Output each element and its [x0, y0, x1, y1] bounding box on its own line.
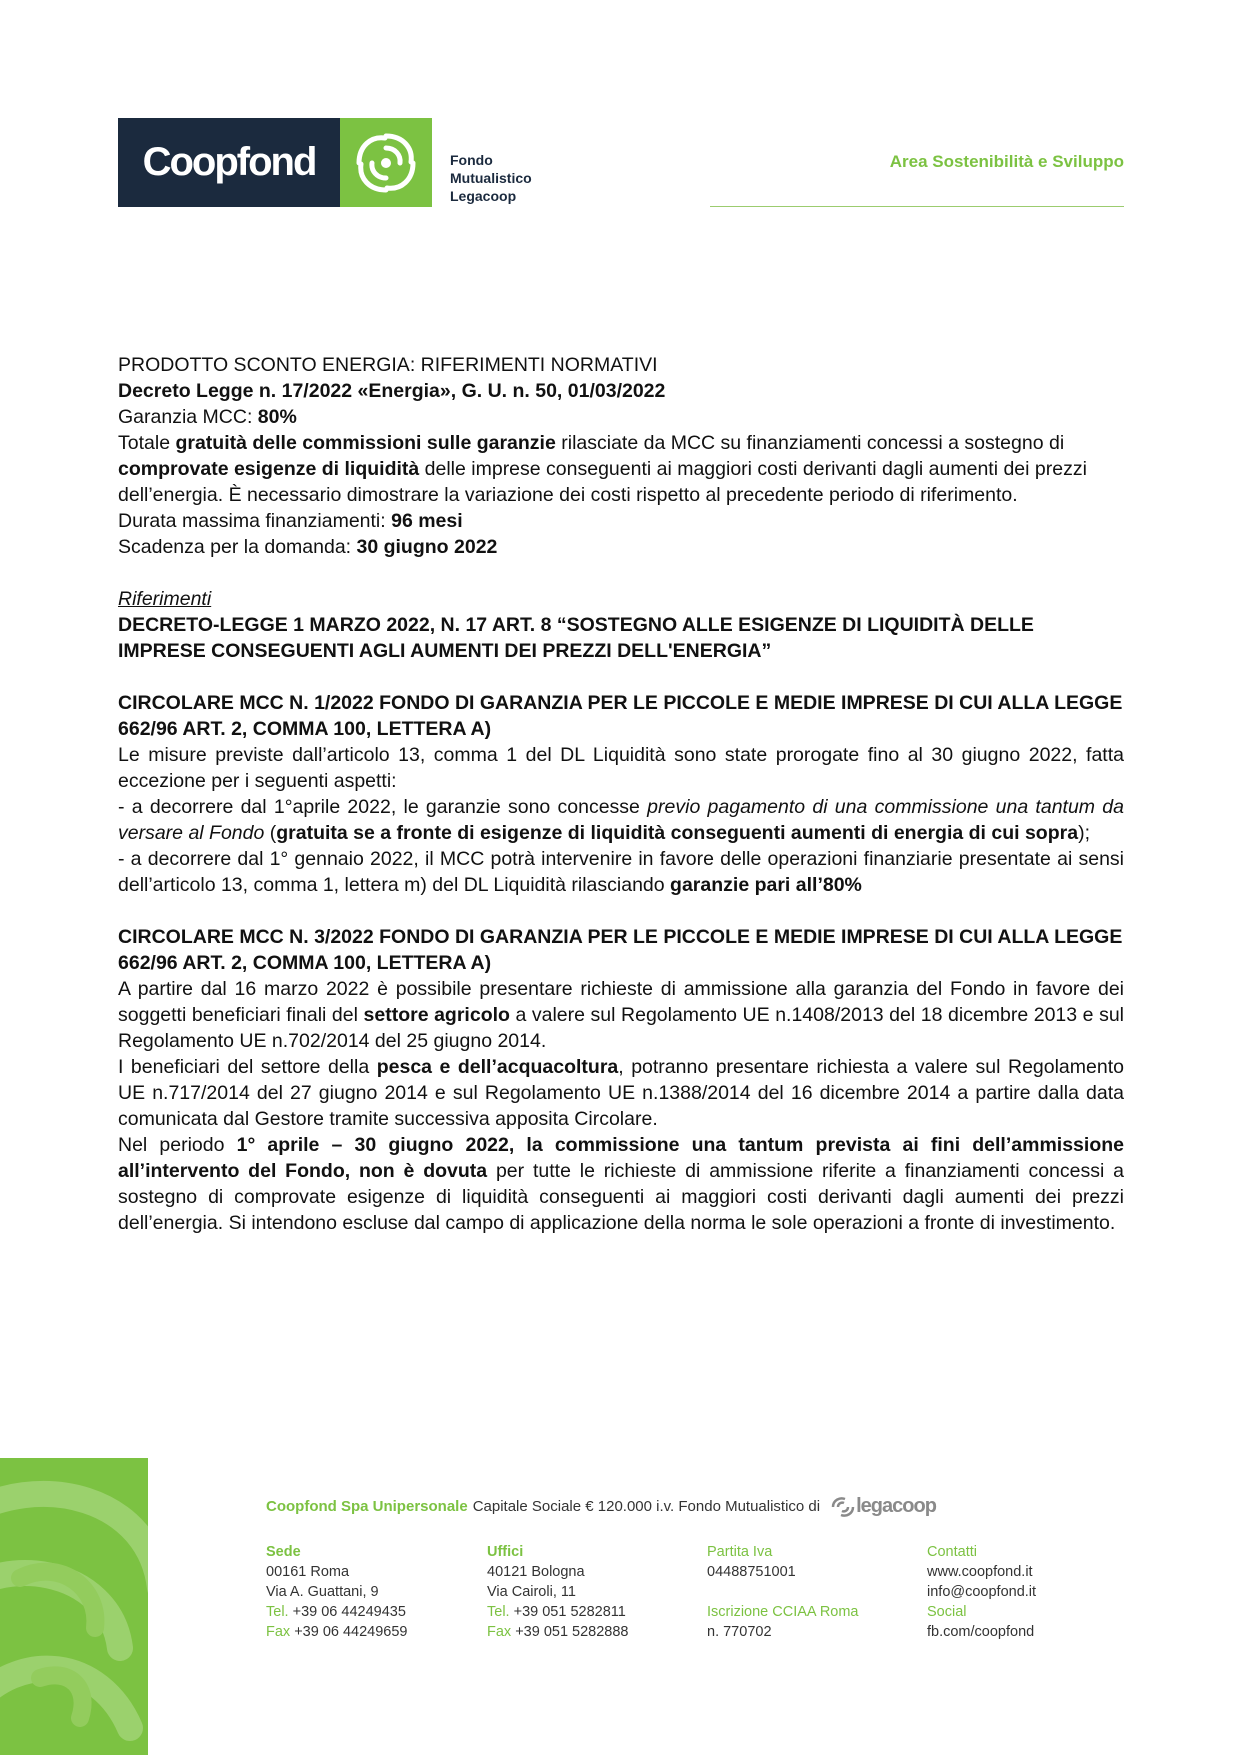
header-divider [710, 206, 1124, 207]
scadenza-line: Scadenza per la domanda: 30 giugno 2022 [118, 536, 498, 558]
garanzia-line: Garanzia MCC: 80% [118, 406, 297, 428]
riferimenti-label: Riferimenti [118, 588, 212, 610]
legacoop-swirl-icon [830, 1496, 856, 1518]
legacoop-logo: legacoop [830, 1495, 936, 1518]
coopfond-logo [118, 118, 432, 207]
decree-heading: Decreto Legge n. 17/2022 «Energia», G. U. n. 50, 01/03/2022 [118, 380, 666, 402]
circolare-3-paragraph-3: Nel periodo 1° aprile – 30 giugno 2022, la commissione una tantum prevista ai fini dell’ammissione all’intervento del Fondo, non è dovuta per tutte le richieste di ammissione riferite a finanziamenti concessi a sostegno di comprovate esigenze di liquidità conseguenti ai maggiori costi derivanti dagli aumenti dei prezzi dell’energia. Si intendono escluse dal campo di applicazione della norma le sole operazioni a fronte di investimento. [118, 1134, 1124, 1234]
area-title: Area Sostenibilità e Sviluppo [889, 152, 1124, 171]
logo-swirl-icon [340, 118, 432, 207]
circolare-3-paragraph-1: A partire dal 16 marzo 2022 è possibile presentare richieste di ammissione alla garanzia del Fondo in favore dei soggetti beneficiari finali del settore agricolo a valere sul Regolamento UE n.1408/2013 del 18 dicembre 2013 e sul Regolamento UE n.702/2014 del 25 giugno 2014. [118, 978, 1124, 1052]
durata-line: Durata massima finanziamenti: 96 mesi [118, 510, 463, 532]
footer-swirl-graphic [0, 1458, 148, 1755]
decree-paragraph: Totale gratuità delle commissioni sulle garanzie rilasciate da MCC su finanziamenti concessi a sostegno di comprovate esigenze di liquidità delle imprese conseguenti ai maggiori costi derivanti dagli aumenti dei prezzi dell’energia. È necessario dimostrare la variazione dei costi rispetto al precedente periodo di riferimento. [118, 432, 1087, 506]
circolare-1-bullet-2: - a decorrere dal 1° gennaio 2022, il MCC potrà intervenire in favore delle operazioni finanziarie presentate ai sensi dell’articolo 13, comma 1, lettera m) del DL Liquidità rilasciando garanzie pari all’80% [118, 848, 1124, 896]
footer-partita-iva: Partita Iva 04488751001 Iscrizione CCIAA Roma n. 770702 [707, 1544, 859, 1640]
ref-decreto-legge: DECRETO-LEGGE 1 MARZO 2022, N. 17 ART. 8 “SOSTEGNO ALLE ESIGENZE DI LIQUIDITÀ DELLE IMPRESE CONSEGUENTI AGLI AUMENTI DEI PREZZI DELL'ENERGIA” [118, 614, 1034, 662]
circolare-1-intro: Le misure previste dall’articolo 13, comma 1 del DL Liquidità sono state prorogate fino al 30 giugno 2022, fatta eccezione per i seguenti aspetti: [118, 744, 1124, 792]
email-link[interactable]: info@coopfond.it [927, 1584, 1037, 1600]
logo-tagline: Fondo Mutualistico Legacoop [450, 152, 532, 204]
footer-uffici: Uffici 40121 Bologna Via Cairoli, 11 Tel. +39 051 5282811 Fax +39 051 5282888 [487, 1544, 629, 1640]
circolare-1-heading: CIRCOLARE MCC N. 1/2022 FONDO DI GARANZIA PER LE PICCOLE E MEDIE IMPRESE DI CUI ALLA LEGGE 662/96 ART. 2, COMMA 100, LETTERA A) [118, 692, 1123, 740]
document-title: PRODOTTO SCONTO ENERGIA: RIFERIMENTI NORMATIVI [118, 354, 658, 376]
circolare-3-paragraph-2: I beneficiari del settore della pesca e dell’acquacoltura, potranno presentare richiesta a valere sul Regolamento UE n.717/2014 del 27 giugno 2014 e sul Regolamento UE n.1388/2014 del 16 dicembre 2014 a partire dalla data comunicata dal Gestore tramite successiva apposita Circolare. [118, 1056, 1124, 1130]
circolare-3-heading: CIRCOLARE MCC N. 3/2022 FONDO DI GARANZIA PER LE PICCOLE E MEDIE IMPRESE DI CUI ALLA LEGGE 662/96 ART. 2, COMMA 100, LETTERA A) [118, 926, 1123, 974]
footer-contatti: Contatti www.coopfond.it info@coopfond.it Social fb.com/coopfond [927, 1544, 1037, 1640]
logo-wordmark: Coopfond [118, 118, 340, 207]
footer-contacts [266, 1542, 1086, 1652]
footer-sede: Sede 00161 Roma Via A. Guattani, 9 Tel. +39 06 44249435 Fax +39 06 44249659 [266, 1544, 408, 1640]
circolare-1-bullet-1: - a decorrere dal 1°aprile 2022, le garanzie sono concesse previo pagamento di una commissione una tantum da versare al Fondo (gratuita se a fronte di esigenze di liquidità conseguenti aumenti di energia di cui sopra); [118, 796, 1124, 844]
footer-company-line: Coopfond Spa Unipersonale Capitale Sociale € 120.000 i.v. Fondo Mutualistico di legacoop [266, 1495, 936, 1517]
document-body [118, 352, 1124, 1236]
website-link[interactable]: www.coopfond.it [927, 1564, 1033, 1580]
social-link[interactable]: fb.com/coopfond [927, 1624, 1035, 1640]
